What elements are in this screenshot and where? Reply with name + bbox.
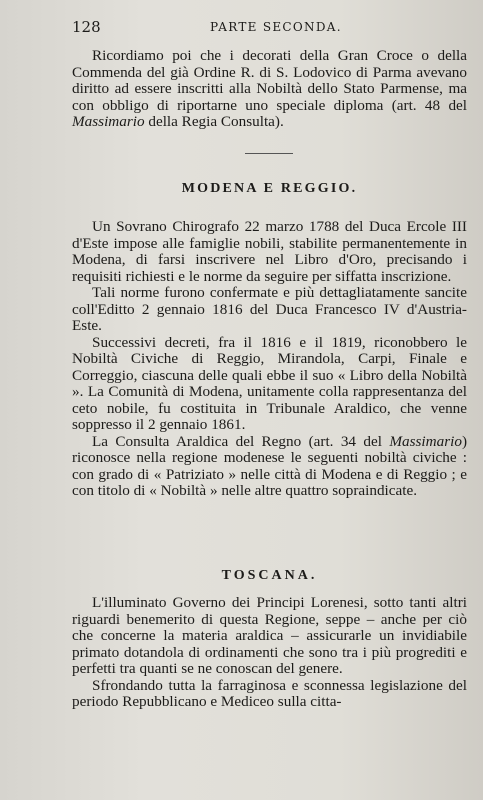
toscana-paragraph-1: L'illuminato Governo dei Principi Lorenesi, sotto tanti altri riguardi benemerito di questa Regione, seppe – anche per ciò che concerne la materia araldica – assicurarle un invidiabile primato dotandola di ordinamenti che sono tra i più progrediti e perfetti tra quanti se ne conoscan del genere.	[72, 594, 467, 677]
separator-rule	[245, 153, 293, 154]
intro-paragraph: Ricordiamo poi che i decorati della Gran Croce o della Commenda del già Ordine R. di S. Lodovico di Parma avevano diritto ad essere inscritti alla Nobiltà dello Stato Parmense, ma con obbligo di riportarne uno speciale diploma (art. 48 del Massimario della Regia Consulta).	[72, 47, 467, 130]
modena-text	[72, 219, 467, 500]
running-head: PARTE SECONDA.	[210, 20, 342, 34]
modena-paragraph-4: La Consulta Araldica del Regno (art. 34 del Massimario) riconosce nella regione modenese le seguenti nobiltà civiche : con grado di « Patriziato » nelle città di Modena e di Reggio ; e con titolo di « Nobiltà » nelle altre quattro sopraindicate.	[72, 432, 467, 499]
modena-paragraph-2: Tali norme furono confermate e più dettagliatamente sancite coll'Editto 2 gennaio 1816 del Duca Francesco IV d'Austria-Este.	[72, 284, 467, 334]
toscana-text	[72, 595, 467, 711]
modena-paragraph-3: Successivi decreti, fra il 1816 e il 1819, riconobbero le Nobiltà Civiche di Reggio, Mirandola, Carpi, Finale e Correggio, ciascuna delle quali ebbe il suo « Libro della Nobiltà ». La Comunità di Modena, unitamente colla rappresentanza del ceto nobile, fu costituita in Tribunale Araldico, che venne soppresso il 2 gennaio 1861.	[72, 333, 467, 433]
page-number: 128	[72, 18, 101, 36]
page-header	[72, 18, 469, 38]
section-title-modena: MODENA E REGGIO.	[181, 181, 358, 196]
toscana-paragraph-2: Sfrondando tutta la farraginosa e sconnessa legislazione del periodo Repubblicano e Mediceo sulla citta-	[72, 676, 467, 710]
modena-paragraph-1: Un Sovrano Chirografo 22 marzo 1788 del Duca Ercole III d'Este impose alle famiglie nobili, stabilite permanentemente in Modena, di farsi inscrivere nel Libro d'Oro, precisando i requisiti richiesti e le norme da seguire per siffatta inscrizione.	[72, 218, 467, 285]
section-title-toscana: TOSCANA.	[221, 568, 318, 583]
intro-text	[72, 48, 467, 131]
